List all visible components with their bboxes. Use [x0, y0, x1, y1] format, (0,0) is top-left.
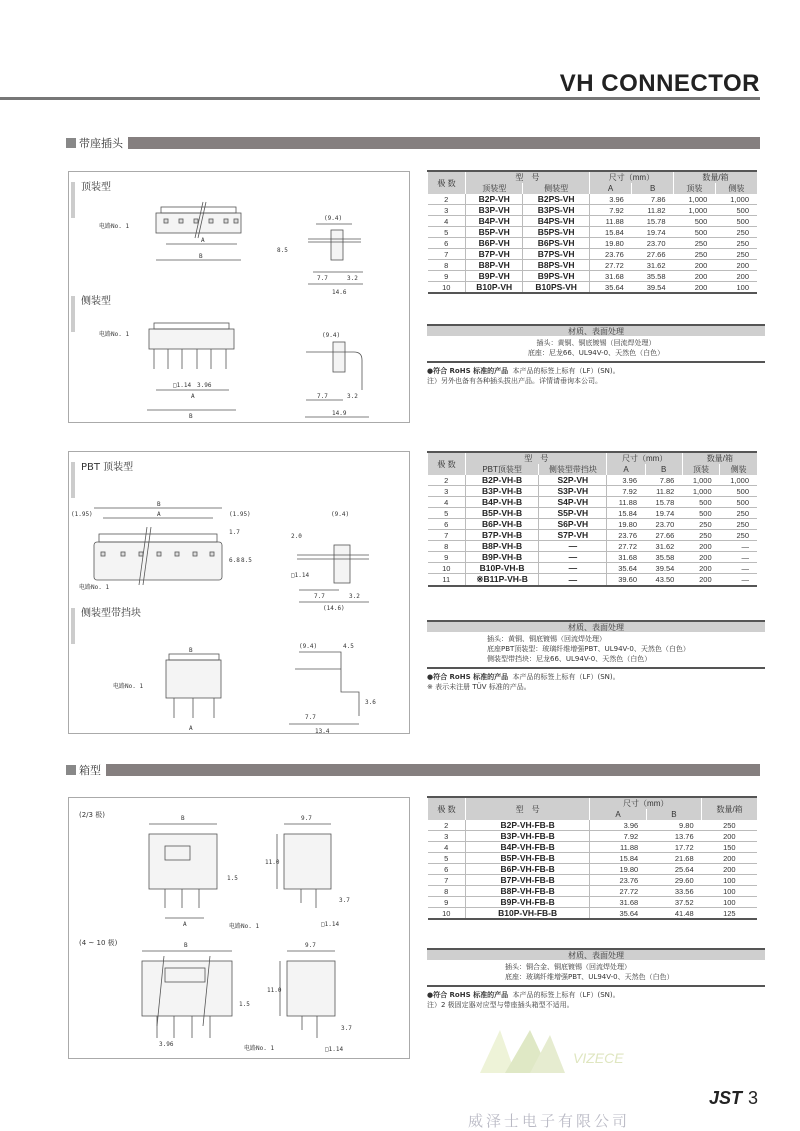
table3-body: [428, 820, 758, 919]
title-rule: [0, 97, 760, 100]
subtitle-pbt-top: PBT 顶装型: [71, 462, 133, 498]
svg-text:电路No. 1: 电路No. 1: [229, 923, 260, 930]
svg-text:A: A: [201, 237, 205, 244]
page-title: VH CONNECTOR: [559, 70, 760, 97]
watermark-company: 威泽士电子有限公司: [468, 1112, 631, 1130]
subtitle-side-mount: 侧装型: [71, 296, 111, 332]
section-label: 带座插头: [79, 137, 123, 150]
table-row: 4 B4P-VH B4PS-VH 11.88 15.78 500 500: [428, 216, 758, 227]
table-row: 8 B8P-VH B8PS-VH 27.72 31.62 200 200: [428, 260, 758, 271]
svg-text:3.96: 3.96: [159, 1041, 174, 1048]
table-row: 2 B2P-VH B2PS-VH 3.96 7.86 1,000 1,000: [428, 194, 758, 205]
table-row: 7 B7P-VH-FB-B 23.76 29.60 100: [428, 875, 758, 886]
table-row: 2 B2P-VH-FB-B 3.96 9.80 250: [428, 820, 758, 831]
jst-logo: JST: [708, 1088, 742, 1108]
svg-text:11.0: 11.0: [267, 987, 282, 994]
subtitle-side-block: 侧装型带挡块: [71, 608, 141, 644]
table2-body: [428, 475, 758, 586]
svg-text:7.7: 7.7: [305, 714, 316, 721]
svg-text:7.7: 7.7: [317, 393, 328, 400]
svg-text:3.7: 3.7: [339, 897, 350, 904]
svg-text:□1.14: □1.14: [321, 921, 340, 928]
table-row: 6 B6P-VH-FB-B 19.80 25.64 200: [428, 864, 758, 875]
table-row: 10 B10P-VH-B — 35.64 39.54 200 —: [428, 563, 758, 574]
table-row: 3 B3P-VH-FB-B 7.92 13.76 200: [428, 831, 758, 842]
table-row: 9 B9P-VH-FB-B 31.68 37.52 100: [428, 897, 758, 908]
svg-text:电路No. 1: 电路No. 1: [99, 331, 130, 338]
svg-text:电路No. 1: 电路No. 1: [79, 584, 110, 591]
svg-text:(9.4): (9.4): [322, 332, 341, 339]
svg-text:13.4: 13.4: [315, 728, 330, 735]
table-row: 10 B10P-VH B10PS-VH 35.64 39.54 200 100: [428, 282, 758, 294]
footer-brand: [709, 1088, 758, 1109]
section-square-icon: [66, 765, 76, 775]
section-header-box: [66, 763, 760, 777]
section-label: 箱型: [79, 764, 101, 777]
table-row: 4 B4P-VH-B S4P-VH 11.88 15.78 500 500: [428, 497, 758, 508]
connector-drawing-box: [69, 798, 411, 1060]
svg-text:□1.14: □1.14: [291, 572, 310, 579]
svg-text:电路No. 1: 电路No. 1: [244, 1045, 275, 1052]
svg-text:6.8: 6.8: [229, 557, 240, 564]
svg-text:(1.95): (1.95): [229, 511, 251, 518]
svg-text:B: B: [199, 253, 203, 260]
table-row: 3 B3P-VH B3PS-VH 7.92 11.82 1,000 500: [428, 205, 758, 216]
svg-text:(9.4): (9.4): [331, 511, 350, 518]
table-row: 5 B5P-VH-B S5P-VH 15.84 19.74 500 250: [428, 508, 758, 519]
svg-text:3.7: 3.7: [341, 1025, 352, 1032]
svg-text:3.6: 3.6: [365, 699, 376, 706]
subtitle-top-mount: 顶装型: [71, 182, 111, 218]
table-row: 5 B5P-VH B5PS-VH 15.84 19.74 500 250: [428, 227, 758, 238]
table-row: 3 B3P-VH-B S3P-VH 7.92 11.82 1,000 500: [428, 486, 758, 497]
svg-text:3.2: 3.2: [347, 275, 358, 282]
material-block-3: 材质、表面处理 插头：铜合金、铜底镀锡（回流焊处理） 底座：玻璃纤维增强PBT、UL94V-0、天然色（白色） ●符合 RoHS 标准的产品 本产品的标签上标有（LF）(SN)。 注）2 极固定器对应型与带座插头箱型不适用。: [427, 948, 765, 1010]
svg-text:B: B: [189, 647, 193, 654]
svg-text:8.5: 8.5: [277, 247, 288, 254]
svg-text:A: A: [183, 921, 187, 928]
svg-text:A: A: [189, 725, 193, 732]
connector-drawing-pbt: [69, 452, 411, 735]
svg-text:(9.4): (9.4): [299, 643, 318, 650]
table-row: 9 B9P-VH-B — 31.68 35.58 200 —: [428, 552, 758, 563]
spec-table-top-side: 极 数 型 号 尺寸（mm） 数量/箱 顶装型 侧装型 A B 顶装 侧装 2 B2P-VH B2PS-VH 3.96 7.86 1,000 1,000 3 B3P-VH B3PS-VH 7.92 11.82 1,000 500 4 B4P-VH B4PS-VH 11.88 15.78 500 500 5 B5P-VH B5PS-VH 15.84 19.74 500 250 6 B6P-VH B6PS-VH 19.80 23.70 250 250 7 B7P-VH B7PS-VH 23.76 27.66 250 250 8 B8P-VH B8PS-VH 27.72 31.62 200 200 9 B9P-VH B9PS-VH 31.68 35.58 200 200 10 B10P-VH B10PS-VH 35.64 39.54 200 100: [427, 170, 757, 294]
circuit-no1-label: 电路No. 1: [99, 223, 130, 230]
svg-text:1.5: 1.5: [227, 875, 238, 882]
connector-drawing-top: [69, 172, 411, 424]
table-row: 2 B2P-VH-B S2P-VH 3.96 7.86 1,000 1,000: [428, 475, 758, 486]
svg-text:9.7: 9.7: [305, 942, 316, 949]
page-number: 3: [747, 1088, 758, 1108]
spec-table-box: 极 数 型 号 尺寸（mm） 数量/箱 A B 2 B2P-VH-FB-B 3.96 9.80 250 3 B3P-VH-FB-B 7.92 13.76 200 4 B4P-VH-FB-B 11.88 17.72 150 5 B5P-VH-FB-B 15.84 21.68 200 6 B6P-VH-FB-B 19.80 25.64 200 7 B7P-VH-FB-B 23.76 29.60 100 8 B8P-VH-FB-B 27.72 33.56 100 9 B9P-VH-FB-B 31.68 37.52 100 10 B10P-VH-FB-B 35.64 41.48 125: [427, 796, 757, 920]
svg-text:A: A: [191, 393, 195, 400]
table-row: 7 B7P-VH-B S7P-VH 23.76 27.66 250 250: [428, 530, 758, 541]
svg-text:14.9: 14.9: [332, 410, 347, 417]
svg-text:1.7: 1.7: [229, 529, 240, 536]
table-row: 8 B8P-VH-B — 27.72 31.62 200 —: [428, 541, 758, 552]
material-block-1: 材质、表面处理 插头：黄铜、铜底镀锡（回流焊处理） 底座：尼龙66、UL94V-0、天然色（白色） ●符合 RoHS 标准的产品 本产品的标签上标有（LF）(SN)。 注）另外也备有各种插头拔出产品。详情请垂询本公司。: [427, 324, 765, 386]
svg-text:7.7: 7.7: [317, 275, 328, 282]
svg-text:2.0: 2.0: [291, 533, 302, 540]
svg-text:14.6: 14.6: [332, 289, 347, 296]
svg-text:(1.95): (1.95): [71, 511, 93, 518]
table-row: 8 B8P-VH-FB-B 27.72 33.56 100: [428, 886, 758, 897]
svg-text:(14.6): (14.6): [323, 605, 345, 612]
svg-text:1.5: 1.5: [239, 1001, 250, 1008]
svg-text:8.5: 8.5: [241, 557, 252, 564]
spec-table-pbt-side-block: 极 数 型 号 尺寸（mm） 数量/箱 PBT顶装型 侧装型带挡块 A B 顶装 侧装 2 B2P-VH-B S2P-VH 3.96 7.86 1,000 1,000 3 B3P-VH-B S3P-VH 7.92 11.82 1,000 500 4 B4P-VH-B S4P-VH 11.88 15.78 500 500 5 B5P-VH-B S5P-VH 15.84 19.74 500 250 6 B6P-VH-B S6P-VH 19.80 23.70 250 250 7 B7P-VH-B S7P-VH 23.76 27.66 250 250 8 B8P-VH-B — 27.72 31.62 200 — 9 B9P-VH-B — 31.68 35.58 200 — 10 B10P-VH-B — 35.64 39.54 200 — 11 ※B11P-VH-B — 39.60 43.50 200 —: [427, 451, 757, 587]
svg-text:4.5: 4.5: [343, 643, 354, 650]
svg-text:3.96: 3.96: [197, 382, 212, 389]
drawing-panel-pbt-side-block: [68, 451, 410, 734]
section-bar: [106, 764, 760, 776]
svg-text:A: A: [157, 511, 161, 518]
section-square-icon: [66, 138, 76, 148]
svg-text:9.7: 9.7: [301, 815, 312, 822]
svg-text:3.2: 3.2: [349, 593, 360, 600]
drawing-panel-box: (2/3 极) (4 ~ 10 极) B A 电路No. 1 1.5 9.7 11.0 3.7 □1.14 B 1.5 3.96 电路No. 1 9.7 11.0 3.7 □1.14: [68, 797, 410, 1059]
svg-text:电路No. 1: 电路No. 1: [113, 683, 144, 690]
svg-text:B: B: [157, 501, 161, 508]
svg-text:B: B: [181, 815, 185, 822]
section-bar: [128, 137, 760, 149]
svg-text:B: B: [189, 413, 193, 420]
table-row: 9 B9P-VH B9PS-VH 31.68 35.58 200 200: [428, 271, 758, 282]
table-row: 7 B7P-VH B7PS-VH 23.76 27.66 250 250: [428, 249, 758, 260]
svg-text:3.2: 3.2: [347, 393, 358, 400]
watermark-logo: [475, 1025, 635, 1075]
table-row: 6 B6P-VH-B S6P-VH 19.80 23.70 250 250: [428, 519, 758, 530]
table-row: 5 B5P-VH-FB-B 15.84 21.68 200: [428, 853, 758, 864]
drawing-panel-top-side: [68, 171, 410, 423]
table1-body: [428, 194, 758, 293]
table-row: 6 B6P-VH B6PS-VH 19.80 23.70 250 250: [428, 238, 758, 249]
svg-text:(9.4): (9.4): [324, 215, 343, 222]
table-row: 11 ※B11P-VH-B — 39.60 43.50 200 —: [428, 574, 758, 587]
svg-text:7.7: 7.7: [314, 593, 325, 600]
svg-text:□1.14: □1.14: [173, 382, 192, 389]
table-row: 4 B4P-VH-FB-B 11.88 17.72 150: [428, 842, 758, 853]
svg-text:□1.14: □1.14: [325, 1046, 344, 1053]
svg-text:11.0: 11.0: [265, 859, 280, 866]
table-row: 10 B10P-VH-FB-B 35.64 41.48 125: [428, 908, 758, 920]
svg-text:VIZECE: VIZECE: [573, 1050, 624, 1066]
section-header-socket: [66, 136, 760, 150]
material-block-2: 材质、表面处理 插头：黄铜、铜底镀锡（回流焊处理） 底座PBT顶装型：玻璃纤维增强PBT、UL94V-0、天然色（白色） 侧装型带挡块：尼龙66、UL94V-0、天然色（白色） ●符合 RoHS 标准的产品 本产品的标签上标有（LF）(SN)。 ※ 表示未注册 TÜV 标准的产品。: [427, 620, 765, 692]
svg-text:B: B: [184, 942, 188, 949]
